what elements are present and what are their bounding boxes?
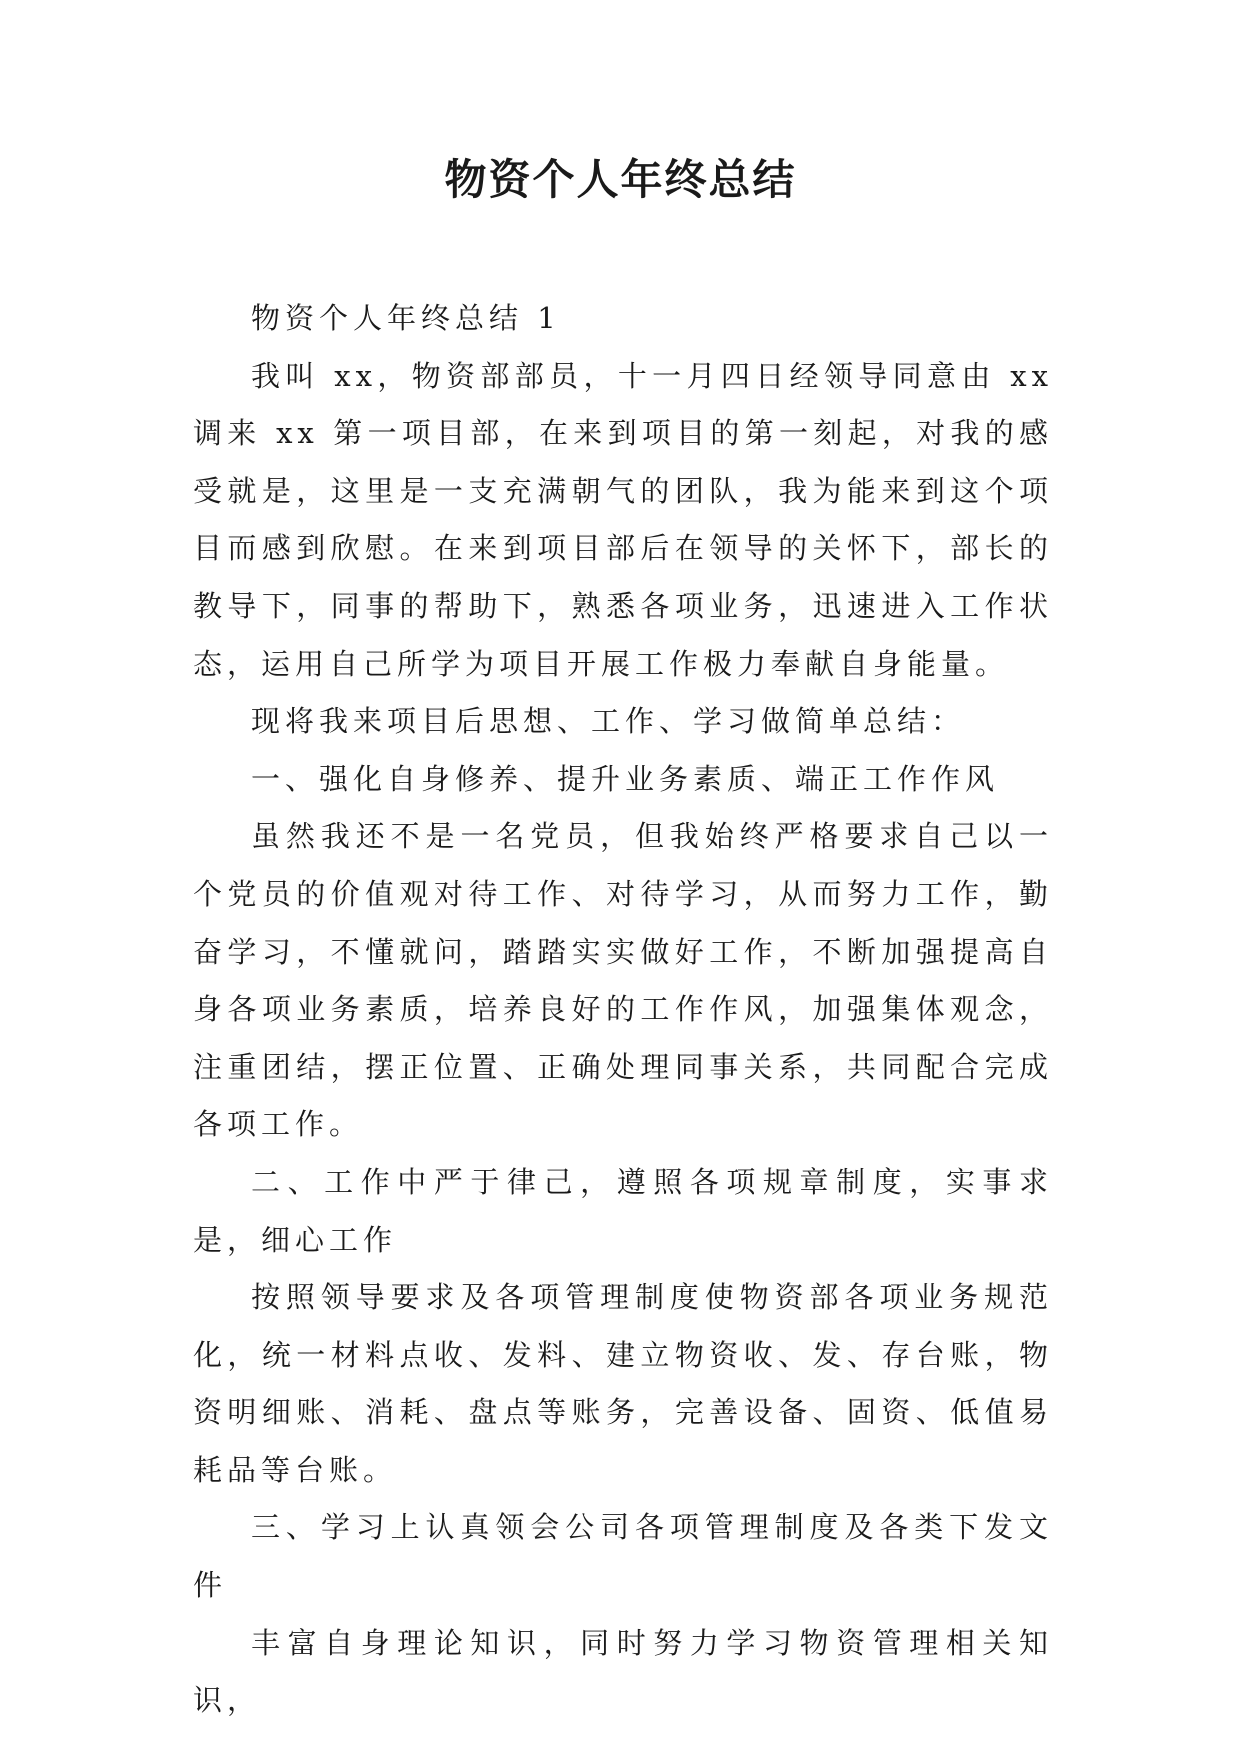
heading-point-2: 二、工作中严于律己，遵照各项规章制度，实事求是，细心工作 — [193, 1164, 1053, 1257]
paragraph-point-1: 虽然我还不是一名党员，但我始终严格要求自己以一个党员的价值观对待工作、对待学习，从而努力工作，勤奋学习，不懂就问，踏踏实实做好工作，不断加强提高自身各项业务素质，培养良好的工作作风，加强集体观念，注重团结，摆正位置、正确处理同事关系，共同配合完成各项工作。 — [193, 819, 1053, 1142]
paragraph-point-2: 按照领导要求及各项管理制度使物资部各项业务规范化，统一材料点收、发料、建立物资收、发、存台账，物资明细账、消耗、盘点等账务，完善设备、固资、低值易耗品等台账。 — [193, 1280, 1053, 1487]
heading-point-1: 一、强化自身修养、提升业务素质、端正工作作风 — [251, 761, 1000, 796]
paragraph-summary-lead: 现将我来项目后思想、工作、学习做简单总结： — [251, 704, 966, 739]
heading-point-3: 三、学习上认真领会公司各项管理制度及各类下发文件 — [193, 1510, 1053, 1603]
document-body — [193, 290, 1053, 1730]
paragraph-point-3: 丰富自身理论知识，同时努力学习物资管理相关知识， — [193, 1625, 1053, 1718]
document-title: 物资个人年终总结 — [444, 155, 797, 204]
section-heading: 物资个人年终总结 1 — [251, 301, 561, 335]
paragraph-intro: 我叫 xx，物资部部员，十一月四日经领导同意由 xx 调来 xx 第一项目部，在来到项目的第一刻起，对我的感受就是，这里是一支充满朝气的团队，我为能来到这个项目而感到欣慰。在来到项目部后在领导的关怀下，部长的教导下，同事的帮助下，熟悉各项业务，迅速进入工作状态，运用自己所学为项目开展工作极力奉献自身能量。 — [193, 358, 1053, 681]
